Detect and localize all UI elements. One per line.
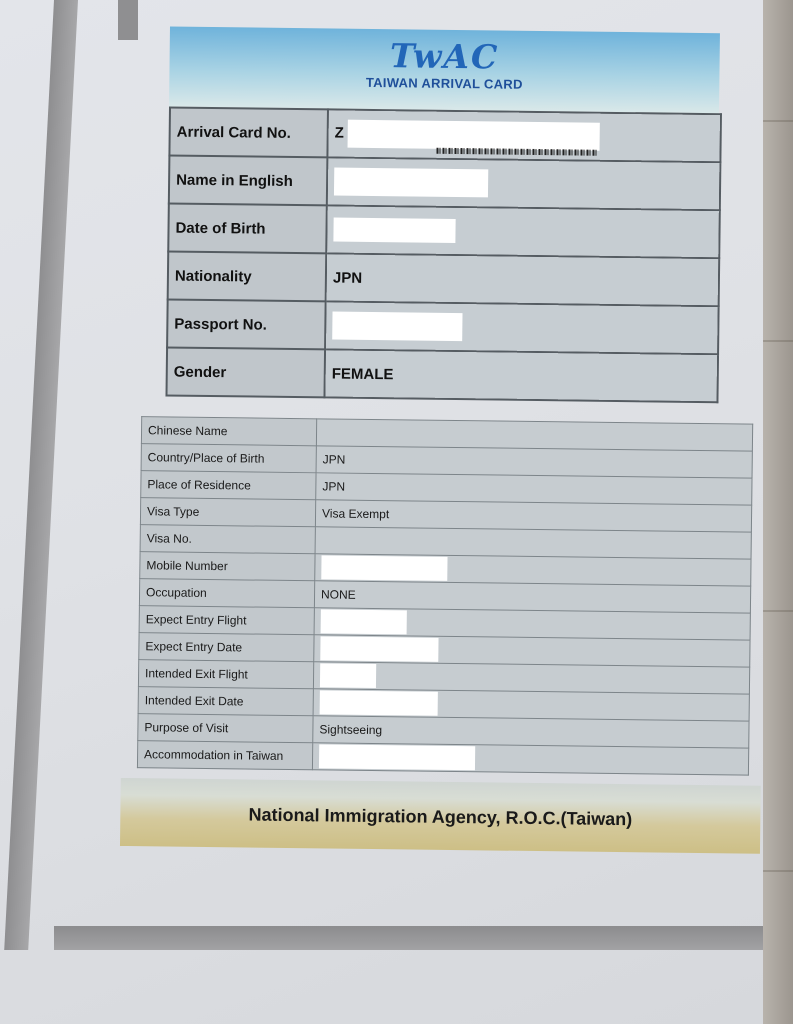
twac-logo: TwAC [389, 36, 500, 77]
barcode [436, 148, 596, 156]
field-label: Intended Exit Flight [138, 660, 313, 689]
detail-fields-table [137, 416, 753, 775]
field-label: Purpose of Visit [138, 714, 313, 743]
field-value: Visa Exempt [315, 500, 751, 532]
wood-grain [763, 120, 793, 122]
field-label: Visa No. [140, 525, 315, 554]
main-fields-table [165, 106, 722, 403]
field-value: FEMALE [324, 349, 718, 402]
field-label: Expect Entry Flight [139, 606, 314, 635]
table-row [169, 107, 721, 162]
redaction-box [320, 690, 438, 715]
table-row [168, 203, 720, 258]
field-label: Expect Entry Date [139, 633, 314, 662]
redaction-box [321, 609, 407, 634]
wood-grain [763, 610, 793, 612]
dob-value [326, 205, 720, 258]
redaction-box [320, 663, 376, 688]
desk-surface [763, 0, 793, 1024]
field-label: Chinese Name [141, 417, 316, 446]
arrival-card-no-value [327, 109, 721, 162]
frame-border-left [4, 0, 78, 950]
card-footer [120, 778, 761, 854]
field-value: Z [334, 124, 344, 142]
field-value: Sightseeing [313, 716, 749, 748]
field-value: JPN [326, 253, 720, 306]
redaction-box [321, 555, 447, 581]
field-label: Visa Type [140, 498, 315, 527]
redaction-box [334, 168, 488, 198]
redaction-box [320, 636, 438, 661]
field-value: JPN [316, 446, 752, 478]
redaction-box [319, 744, 475, 770]
redaction-box [333, 218, 455, 243]
field-label: Gender [166, 347, 325, 397]
redaction-box [348, 120, 600, 151]
passport-value [325, 301, 719, 354]
table-row [169, 155, 721, 210]
wood-grain [763, 340, 793, 342]
arrival-card [120, 26, 770, 856]
field-label: Passport No. [167, 299, 326, 349]
wood-grain [763, 870, 793, 872]
name-value [327, 157, 721, 210]
card-subtitle: TAIWAN ARRIVAL CARD [365, 74, 523, 92]
field-value: JPN [316, 473, 752, 505]
redaction-box [332, 311, 462, 341]
field-label: Arrival Card No. [169, 107, 328, 157]
accommodation-value [312, 743, 748, 775]
field-label: Occupation [139, 579, 314, 608]
table-row [166, 347, 718, 402]
field-label: Intended Exit Date [138, 687, 313, 716]
field-label: Name in English [169, 155, 328, 205]
field-label: Accommodation in Taiwan [137, 741, 312, 770]
field-value: NONE [314, 581, 750, 613]
card-header [169, 26, 720, 113]
field-label: Nationality [168, 251, 327, 301]
field-label: Date of Birth [168, 203, 327, 253]
table-row [168, 251, 720, 306]
agency-name: National Immigration Agency, R.O.C.(Taiwan) [248, 804, 633, 830]
field-label: Place of Residence [141, 471, 316, 500]
field-label: Country/Place of Birth [141, 444, 316, 473]
field-label: Mobile Number [140, 552, 315, 581]
table-row [167, 299, 719, 354]
frame-border-bottom [54, 926, 786, 950]
